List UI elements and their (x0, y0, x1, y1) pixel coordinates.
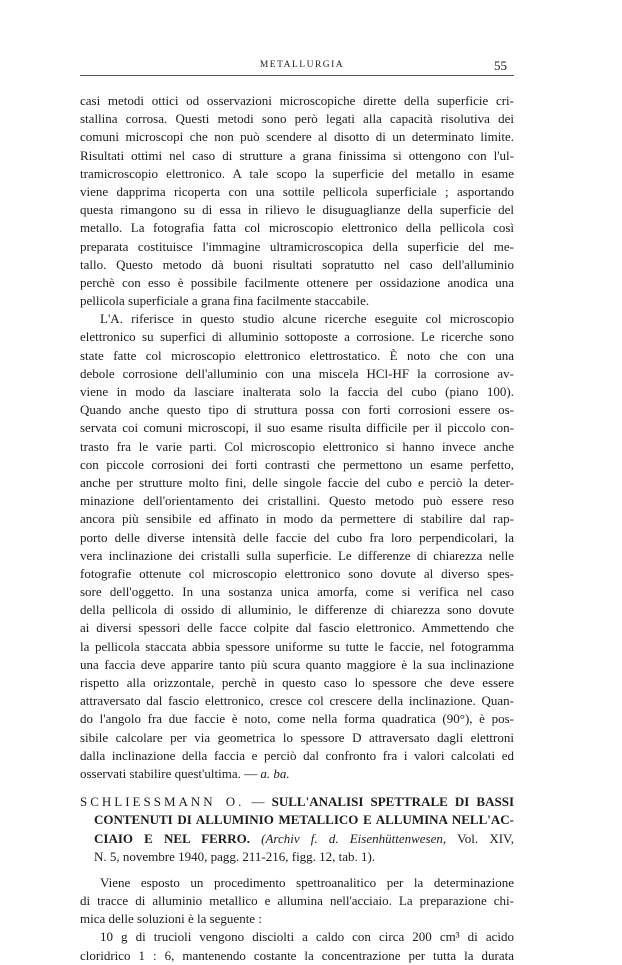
text-line: Viene esposto un procedimento spettroanalitico per la determinazione (100, 874, 514, 890)
paragraph-4 (80, 928, 514, 964)
reference-author: SCHLIESSMANN O. (80, 794, 245, 810)
text-line: debole corrosione dell'alluminio con una miscela HCl-HF la corrosione av- (80, 365, 514, 381)
text-line: viene dapprima ricoperta con una sottile pellicola superficiale ; asportando (80, 183, 514, 199)
paragraph-2 (80, 310, 514, 783)
text-line: sibile calcolare per via geometrica lo spessore D attraversato dagli elettroni (80, 729, 514, 745)
text-line: casi metodi ottici od osservazioni microscopiche dirette della superficie cri- (80, 93, 514, 108)
text-line (80, 765, 514, 783)
paragraph-1 (80, 92, 514, 310)
text-line: mica delle soluzioni è la seguente : (80, 911, 262, 927)
text-line: 10 g di trucioli vengono disciolti a caldo con circa 200 cm³ di acido (100, 929, 514, 945)
author-signature: a. ba. (260, 765, 290, 781)
text-line: servata coi comuni microscopi, il suo esame risulta difficile per il piccolo con- (80, 420, 514, 436)
reference-volume: Vol. XIV, (457, 830, 514, 846)
text-line: ancora più sensibile ed affinato in modo da permettere di stabilire dal rap- (80, 511, 514, 527)
text-line: pellicola superficiale a grana fina facilmente staccabile. (80, 293, 370, 309)
reference-line (80, 830, 514, 848)
header-rule (80, 75, 514, 76)
text-line: rispetto alla orizzontale, perchè in questo caso lo spessore che deve essere (80, 675, 514, 690)
text-line: con piccole corrosioni dei forti contrasti che permettono un esame perfetto, (80, 456, 514, 472)
text-line: tallo. Questo metodo dà buoni risultati sopratutto nel caso dell'alluminio (80, 256, 514, 272)
text-line: cloridrico 1 : 6, mantenendo costante la concentrazione per tutta la durata (80, 947, 514, 963)
running-header-title: METALLURGIA (259, 60, 345, 70)
text-line: della pellicola di ossido di alluminio, le differenze di chiarezza sono dovute (80, 602, 514, 618)
bibliographic-reference (80, 793, 514, 866)
text-line: state fatte col microscopio elettronico elettrostatico. È noto che con una (80, 347, 514, 363)
text-line: sore dell'oggetto. In una sostanza unica amorfa, come si verifica nel caso (80, 584, 514, 600)
text-line: perchè con esso è possibile facilmente ottenere per ossidazione anodica una (80, 274, 514, 290)
page-number: 55 (494, 58, 507, 73)
text-line: vera inclinazione dei cristalli sulla superficie. Le differenze di chiarezza nelle (80, 547, 514, 563)
text-line: Risultati ottimi nel caso di strutture a grana finissima si ottengono con l'ul- (80, 147, 514, 163)
text-line: elettronico su superfici di alluminio sottoposte a corrosione. Le ricerche sono (80, 329, 514, 345)
text-line: una faccia deve apparire tanto più scura quanto maggiore è la sua inclinazione (80, 656, 514, 672)
paragraph-3 (80, 874, 514, 929)
text-line: Quando anche questo tipo di struttura possa con forti corrosioni essere os- (80, 402, 514, 418)
reference-title: SULL'ANALISI SPETTRALE DI BASSI (271, 794, 514, 810)
text-line: fotografie ottenute col microscopio elettronico sono dovute al diverso spes- (80, 565, 514, 581)
text-line: trasto fra le varie parti. Col microscopio elettronico si hanno invece anche (80, 438, 514, 454)
text-line: minazione dell'orientamento dei cristallini. Questo metodo può essere reso (80, 493, 514, 509)
text-line: porto delle diverse intensità delle faccie del cubo fra loro perpendicolari, la (80, 529, 514, 545)
text-line: la pellicola staccata abbia spessore uniforme su tutte le faccie, nel fotogramma (80, 638, 514, 654)
text-line: attraversato dal fascio elettronico, cresce col crescere della inclinazione. Quan- (80, 693, 514, 709)
text-line: preparata costituisce l'immagine ultramicroscopica della superficie del me- (80, 238, 514, 254)
text-span: osservati stabilire quest'ultima. — (80, 765, 258, 781)
text-line: di tracce di alluminio metallico e allumina nell'acciaio. La preparazione chi- (80, 893, 514, 909)
text-line: do l'angolo fra due faccie è noto, come nella forma quadratica (90°), è pos- (80, 711, 514, 727)
text-line: viene in modo da lasciare inalterata solo la faccia del cubo (piano 100). (80, 384, 514, 399)
text-line: questa rimangono su di essa in rilievo le disuguaglianze della superficie del (80, 202, 514, 218)
reference-line: N. 5, novembre 1940, pagg. 211-216, figg. 12, tab. 1). (94, 848, 376, 864)
text-line: dalla inclinazione della faccia e perciò dal confronto fra i valori calcolati ed (80, 747, 514, 763)
text-line: tramicroscopio elettronico. A tale scopo la superficie del metallo in esame (80, 165, 514, 181)
text-line: stallina corrosa. Questi metodi sono però legati alla capacità risolutiva dei (80, 111, 514, 127)
body-text (80, 92, 514, 965)
reference-dash: — (251, 794, 265, 810)
reference-line (80, 793, 514, 811)
text-line: anche per strutture molto fini, delle singole faccie del cubo e perciò la deter- (80, 474, 514, 490)
text-line: metallo. La fotografia fatta col microscopio elettronico della pellicola così (80, 220, 514, 236)
reference-journal: (Archiv f. d. Eisenhüttenwesen, (261, 830, 447, 846)
reference-title: CIAIO E NEL FERRO. (94, 830, 250, 846)
text-line: ai diversi spessori delle facce colpite dal fascio elettronico. Ammettendo che (80, 620, 514, 636)
text-line: comuni microscopi che non può scendere al disotto di un determinato limite. (80, 129, 514, 145)
text-line: L'A. riferisce in questo studio alcune ricerche eseguite col microscopio (100, 311, 514, 327)
reference-title-line: CONTENUTI DI ALLUMINIO METALLICO E ALLUMINA NELL'AC- (94, 812, 514, 828)
